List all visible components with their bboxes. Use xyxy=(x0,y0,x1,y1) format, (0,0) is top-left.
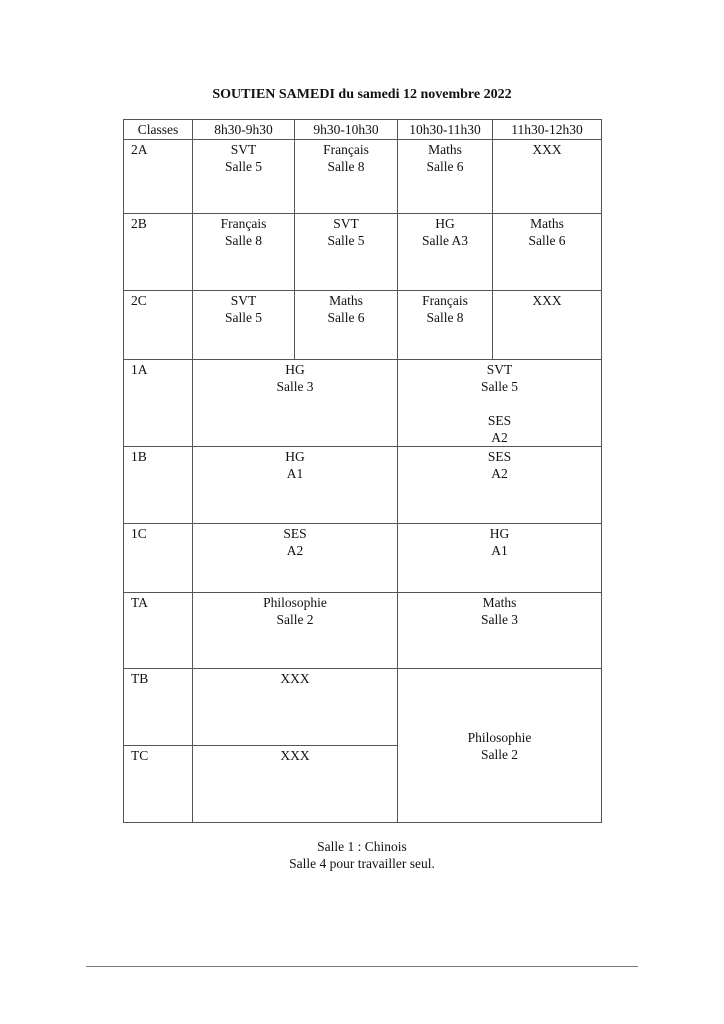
note-line: Salle 1 : Chinois xyxy=(317,839,407,854)
morning-cell: XXX xyxy=(193,746,398,823)
slot-cell: SVT Salle 5 xyxy=(193,291,295,360)
class-label: 2A xyxy=(124,140,193,214)
row-1A xyxy=(124,360,602,447)
morning-cell: Philosophie Salle 2 xyxy=(193,593,398,669)
header-slot-3: 10h30-11h30 xyxy=(398,120,493,140)
slot-cell: Maths Salle 6 xyxy=(295,291,398,360)
class-label: 1C xyxy=(124,524,193,593)
class-label: 1B xyxy=(124,447,193,524)
class-label: 1A xyxy=(124,360,193,447)
slot-cell: Maths Salle 6 xyxy=(493,214,602,291)
header-row xyxy=(124,120,602,140)
page-title: SOUTIEN SAMEDI du samedi 12 novembre 2022 xyxy=(212,87,512,102)
slot-cell: Maths Salle 6 xyxy=(398,140,493,214)
row-1C xyxy=(124,524,602,593)
morning-cell: XXX xyxy=(193,669,398,746)
late-morning-cell: HG A1 xyxy=(398,524,602,593)
class-label: TC xyxy=(124,746,193,823)
morning-cell: HG Salle 3 xyxy=(193,360,398,447)
slot-cell: SVT Salle 5 xyxy=(193,140,295,214)
row-TA xyxy=(124,593,602,669)
late-morning-cell-shared: Philosophie Salle 2 xyxy=(398,669,602,823)
row-TB xyxy=(124,669,602,746)
row-2A xyxy=(124,140,602,214)
slot-cell: HG Salle A3 xyxy=(398,214,493,291)
header-slot-2: 9h30-10h30 xyxy=(295,120,398,140)
row-2B xyxy=(124,214,602,291)
class-label: TA xyxy=(124,593,193,669)
header-slot-1: 8h30-9h30 xyxy=(193,120,295,140)
room-notes xyxy=(0,838,724,872)
morning-cell: SES A2 xyxy=(193,524,398,593)
slot-cell: Français Salle 8 xyxy=(295,140,398,214)
morning-cell: HG A1 xyxy=(193,447,398,524)
note-line: Salle 4 pour travailler seul. xyxy=(289,856,435,871)
slot-cell: Français Salle 8 xyxy=(398,291,493,360)
row-2C xyxy=(124,291,602,360)
slot-cell: XXX xyxy=(493,291,602,360)
schedule-table xyxy=(123,119,602,823)
slot-cell: XXX xyxy=(493,140,602,214)
row-1B xyxy=(124,447,602,524)
class-label: TB xyxy=(124,669,193,746)
slot-cell: Français Salle 8 xyxy=(193,214,295,291)
late-morning-cell: Maths Salle 3 xyxy=(398,593,602,669)
slot-cell: SVT Salle 5 xyxy=(295,214,398,291)
footer-divider xyxy=(86,966,638,967)
late-morning-cell: SVT Salle 5 SES A2 xyxy=(398,360,602,447)
header-classes: Classes xyxy=(124,120,193,140)
class-label: 2B xyxy=(124,214,193,291)
header-slot-4: 11h30-12h30 xyxy=(493,120,602,140)
class-label: 2C xyxy=(124,291,193,360)
late-morning-cell: SES A2 xyxy=(398,447,602,524)
